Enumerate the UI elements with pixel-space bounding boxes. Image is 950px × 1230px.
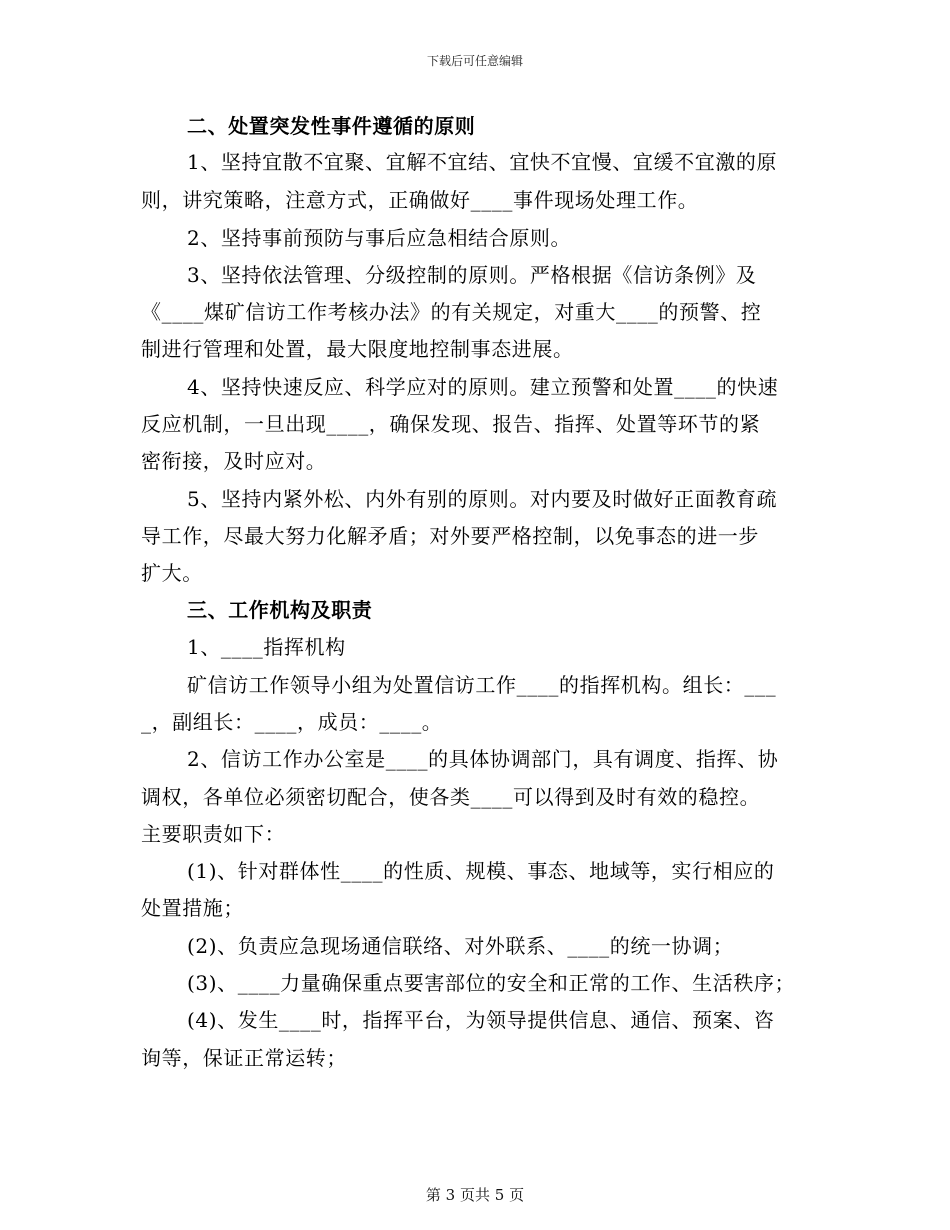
org-item-2-line-3: 主要职责如下： — [141, 822, 286, 846]
org-item-2-line-2: 调权，各单位必须密切配合，使各类____可以得到及时有效的稳控。 — [141, 785, 761, 809]
section-heading-principles: 二、处置突发性事件遵循的原则 — [187, 114, 476, 138]
principle-1-line-2: 则，讲究策略，注意方式，正确做好____事件现场处理工作。 — [141, 188, 699, 212]
org-item-1-line-1: 矿信访工作领导小组为处置信访工作____的指挥机构。组长：___ — [187, 673, 777, 697]
duty-1-line-1: (1)、针对群体性____的性质、规模、事态、地域等，实行相应的 — [187, 859, 775, 883]
principle-5-line-3: 扩大。 — [141, 561, 203, 585]
principle-4-line-3: 密衔接，及时应对。 — [141, 449, 327, 473]
principle-1-line-1: 1、坚持宜散不宜聚、宜解不宜结、宜快不宜慢、宜缓不宜激的原 — [187, 150, 778, 174]
principle-5-line-2: 导工作，尽最大努力化解矛盾；对外要严格控制，以免事态的进一步 — [141, 524, 759, 548]
principle-4-line-2: 反应机制，一旦出现____，确保发现、报告、指挥、处置等环节的紧 — [141, 412, 761, 436]
org-item-1-title: 1、____指挥机构 — [187, 635, 346, 659]
principle-3-line-3: 制进行管理和处置，最大限度地控制事态进展。 — [141, 337, 574, 361]
duty-4-line-2: 询等，保证正常运转； — [141, 1046, 347, 1070]
page-number-footer: 第 3 页共 5 页 — [425, 1186, 525, 1204]
duty-4-line-1: (4)、发生____时，指挥平台，为领导提供信息、通信、预案、咨 — [187, 1008, 775, 1032]
principle-2-line-1: 2、坚持事前预防与事后应急相结合原则。 — [187, 226, 572, 250]
org-item-2-line-1: 2、信访工作办公室是____的具体协调部门，具有调度、指挥、协 — [187, 747, 779, 771]
org-item-1-line-2: _，副组长：____，成员：____。 — [141, 710, 443, 734]
principle-3-line-1: 3、坚持依法管理、分级控制的原则。严格根据《信访条例》及 — [187, 263, 757, 287]
page-header: 下载后可任意编辑 — [426, 54, 523, 68]
principle-3-line-2: 《____煤矿信访工作考核办法》的有关规定，对重大____的预警、控 — [141, 300, 762, 324]
duty-1-line-2: 处置措施； — [141, 896, 244, 920]
section-heading-organization: 三、工作机构及职责 — [187, 598, 373, 622]
principle-4-line-1: 4、坚持快速反应、科学应对的原则。建立预警和处置____的快速 — [187, 375, 779, 399]
principle-5-line-1: 5、坚持内紧外松、内外有别的原则。对内要及时做好正面教育疏 — [187, 487, 778, 511]
duty-3-line-1: (3)、____力量确保重点要害部位的安全和正常的工作、生活秩序； — [187, 971, 796, 995]
duty-2-line-1: (2)、负责应急现场通信联络、对外联系、____的统一协调； — [187, 934, 734, 958]
